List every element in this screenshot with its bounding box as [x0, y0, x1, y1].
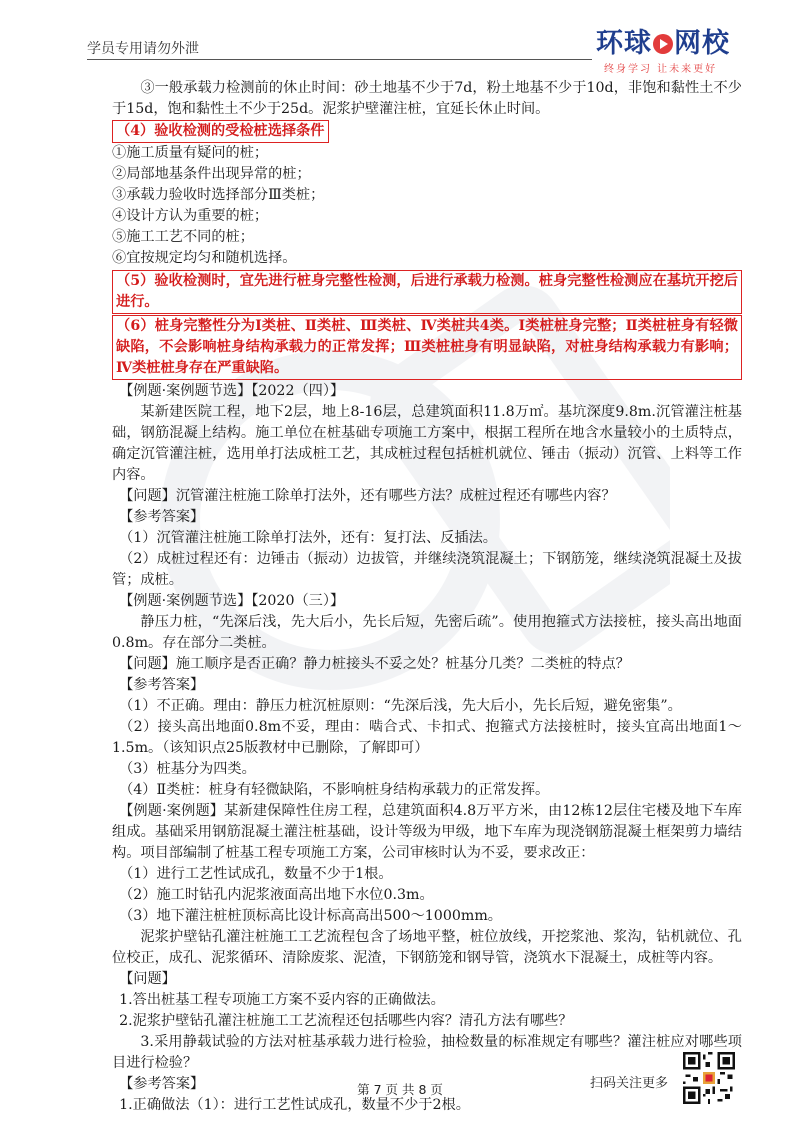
paragraph: ⑤施工工艺不同的桩；	[112, 229, 254, 245]
logo-text-b: 网校	[674, 28, 730, 59]
paragraph: 【问题】施工顺序是否正确？静力桩接头不妥之处？桩基分几类？二类桩的特点？	[119, 656, 630, 672]
paragraph: ⑥宜按规定均匀和随机选择。	[112, 250, 297, 266]
paragraph: 【参考答案】	[119, 1076, 205, 1092]
logo-text-a: 环球	[596, 28, 652, 59]
brand-logo	[596, 28, 736, 78]
highlighted-point: （6）桩身完整性分为Ⅰ类桩、Ⅱ类桩、Ⅲ类桩、Ⅳ类桩共4类。Ⅰ类桩桩身完整；Ⅱ类桩桩身有轻微缺陷，不会影响桩身结构承载力的正常发挥；Ⅲ类桩桩身有明显缺陷，对桩身结构承载力有影响；Ⅳ类桩桩身存在严重缺陷。	[112, 315, 742, 380]
paragraph: 【问题】	[119, 971, 176, 987]
paragraph: ③一般承载力检测前的休止时间：砂土地基不少于7d，粉土地基不少于10d，非饱和黏性土不少于15d，饱和黏性土不少于25d。泥浆护壁灌注桩，宜延长休止时间。	[112, 80, 742, 117]
paragraph: ③承载力验收时选择部分Ⅲ类桩；	[112, 187, 325, 203]
document-body	[112, 78, 742, 1116]
heading-row	[112, 120, 742, 143]
page-number: 第 7 页 共 8 页	[357, 1082, 443, 1097]
paragraph: 【例题·案例题节选】【2022（四）】	[119, 383, 345, 399]
paragraph: 【参考答案】	[119, 677, 205, 693]
paragraph: 【参考答案】	[119, 509, 205, 525]
paragraph: （1）沉管灌注桩施工除单打法外，还有：复打法、反插法。	[119, 530, 497, 546]
paragraph: 2.泥浆护壁钻孔灌注桩施工工艺流程还包括哪些内容？清孔方法有哪些？	[119, 1013, 573, 1029]
paragraph: 3.采用静载试验的方法对桩基承载力进行检验，抽检数量的标准规定有哪些？灌注桩应对哪些项目进行检验？	[112, 1034, 742, 1071]
paragraph: 【例题·案例题节选】【2020（三）】	[119, 593, 345, 609]
paragraph: 静压力桩，“先深后浅，先大后小，先长后短，先密后疏”。使用抱箍式方法接桩，接头高出地面0.8m。存在部分二类桩。	[112, 614, 742, 651]
header-notice: 学员专用请勿外泄	[87, 41, 199, 57]
paragraph: （2）施工时钻孔内泥浆液面高出地下水位0.3m。	[119, 887, 434, 903]
highlighted-point: （5）验收检测时，宜先进行桩身完整性检测，后进行承载力检测。桩身完整性检测应在基坑开挖后进行。	[112, 270, 742, 314]
paragraph: ①施工质量有疑问的桩；	[112, 145, 269, 161]
paragraph: 1.正确做法（1）：进行工艺性试成孔，数量不少于2根。	[119, 1097, 470, 1113]
highlighted-point: （4）验收检测的受检桩选择条件	[112, 120, 329, 143]
logo-slogan: 终身学习 让未来更好	[604, 64, 718, 75]
header-divider	[87, 59, 592, 60]
paragraph: （2）成桩过程还有：边锤击（振动）边拔管，并继续浇筑混凝土；下钢筋笼，继续浇筑混凝土及拔管；成桩。	[112, 551, 742, 588]
page-header	[0, 0, 800, 75]
paragraph: ②局部地基条件出现异常的桩；	[112, 166, 311, 182]
paragraph: 1.答出桩基工程专项施工方案不妥内容的正确做法。	[119, 992, 445, 1008]
play-icon	[653, 34, 673, 54]
paragraph: 某新建医院工程，地下2层，地上8-16层，总建筑面积11.8万㎡。基坑深度9.8m.沉管灌注桩基础，钢筋混凝上结构。施工单位在桩基础专项施工方案中，根据工程所在地含水量较小的土质特点，确定沉管灌注桩，选用单打法成桩工艺，其成桩过程包括桩机就位、锤击（振动）沉管、上料等工作内容。	[112, 404, 742, 483]
paragraph: 泥浆护壁钻孔灌注桩施工工艺流程包含了场地平整，桩位放线，开挖浆池、浆沟，钻机就位、孔位校正，成孔、泥浆循环、清除废浆、泥渣，下钢筋笼和钢导管，浇筑水下混凝土，成桩等内容。	[112, 929, 742, 966]
qr-code-icon[interactable]	[683, 1052, 735, 1104]
paragraph: （3）地下灌注桩桩顶标高比设计标高高出500～1000mm。	[119, 908, 502, 924]
paragraph: （2）接头高出地面0.8m不妥，理由：啮合式、卡扣式、抱箍式方法接桩时，接头宜高出地面1～1.5m。（该知识点25版教材中已删除，了解即可）	[112, 719, 742, 756]
paragraph: （1）不正确。理由：静压力桩沉桩原则：“先深后浅，先大后小，先长后短，避免密集”。	[119, 698, 682, 714]
paragraph: （3）桩基分为四类。	[119, 761, 256, 777]
paragraph: （1）进行工艺性试成孔，数量不少于1根。	[119, 866, 393, 882]
paragraph: （4）Ⅱ类桩：桩身有轻微缺陷，不影响桩身结构承载力的正常发挥。	[119, 782, 550, 798]
scan-prompt: 扫码关注更多	[590, 1076, 669, 1091]
paragraph: 【例题·案例题】某新建保障性住房工程，总建筑面积4.8万平方米，由12栋12层住宅楼及地下车库组成。基础采用钢筋混凝土灌注桩基础，设计等级为甲级，地下车库为现浇钢筋混凝土框架剪力墙结构。项目部编制了桩基工程专项施工方案，公司审核时认为不妥，要求改正：	[112, 803, 742, 861]
paragraph: ④设计方认为重要的桩；	[112, 208, 269, 224]
paragraph: 【问题】沉管灌注桩施工除单打法外，还有哪些方法？成桩过程还有哪些内容？	[119, 488, 616, 504]
